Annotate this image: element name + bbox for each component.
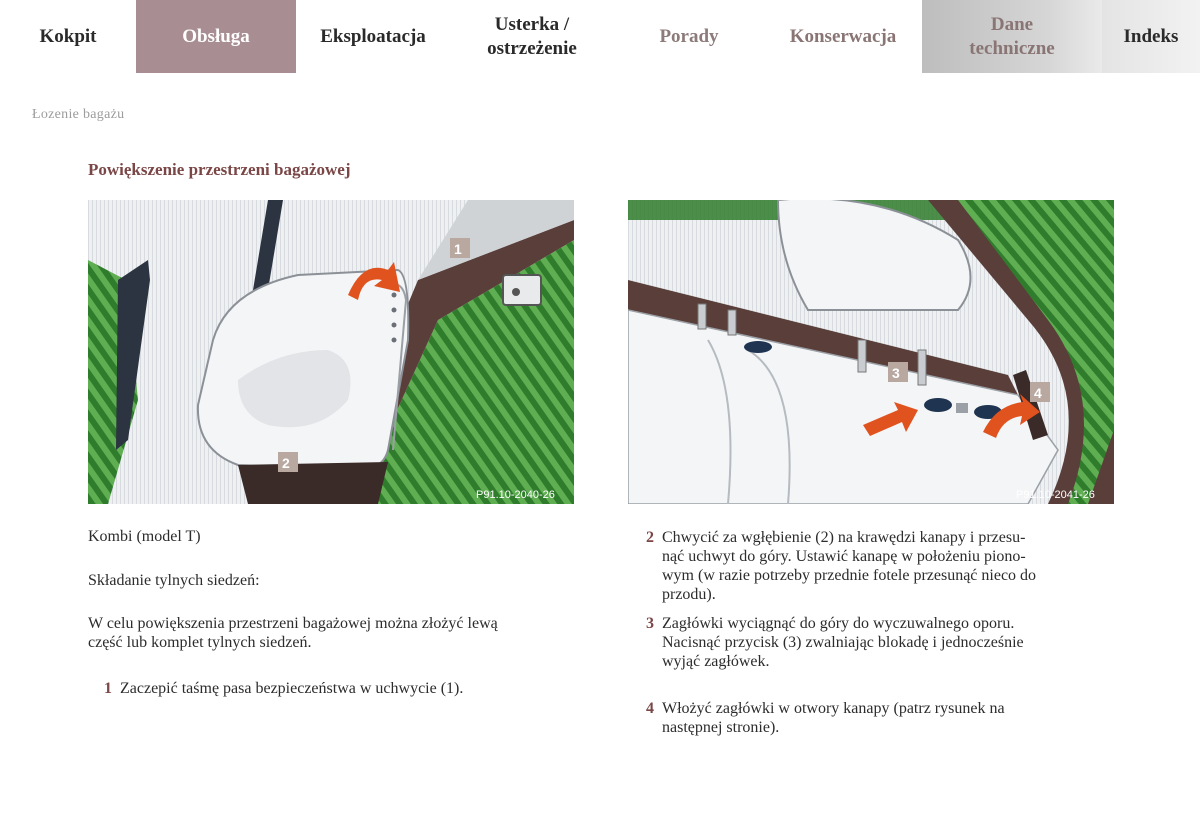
tab-obsluga[interactable] [136,0,296,73]
tab-dane-techniczne[interactable] [922,0,1102,73]
figure-left-seat-illustration [88,200,574,504]
figure-right-headrest-illustration [628,200,1114,504]
intro-paragraph [88,614,588,652]
callout-2-label: 2 [282,455,290,471]
callout-3-label: 3 [892,365,900,381]
step-4 [646,699,1126,737]
tab-porady-label: Porady [659,25,719,47]
step-3-number: 3 [646,615,654,632]
step-1-number: 1 [104,680,112,697]
tab-porady[interactable] [614,0,764,73]
tab-obsluga-label: Obsługa [182,25,250,47]
breadcrumb: Łozenie bagażu [32,107,125,122]
folding-heading: Składanie tylnych siedzeń: [88,572,260,589]
intro-line-1: W celu powiększenia przestrzeni bagażowej można złożyć lewą [88,615,498,632]
step-2-line-2: nąć uchwyt do góry. Ustawić kanapę w położeniu piono- [662,548,1026,565]
tab-usterka-label-line1: Usterka / [494,13,570,35]
step-3-line-1: Zagłówki wyciągnąć do góry do wyczuwalnego oporu. [662,615,1015,632]
figure-right-code: P91.10-2041-26 [1016,489,1095,501]
tab-indeks[interactable] [1102,0,1200,73]
step-4-number: 4 [646,700,654,717]
tab-kokpit[interactable] [0,0,136,73]
step-2-line-1: Chwycić za wgłębienie (2) na krawędzi kanapy i przesu- [662,529,1026,546]
seat-fold-illustration [88,200,574,504]
step-3-line-2: Nacisnąć przycisk (3) zwalniając blokadę i jednocześnie [662,634,1024,651]
figure-left-code: P91.10-2040-26 [476,489,555,501]
callout-4-label: 4 [1034,385,1042,401]
step-1 [104,679,584,698]
tab-konserwacja-label: Konserwacja [789,25,897,47]
tab-kokpit-label: Kokpit [39,25,97,47]
step-4-line-1: Włożyć zagłówki w otwory kanapy (patrz rysunek na [662,700,1005,717]
tab-eksploatacja[interactable] [296,0,450,73]
intro-line-2: część lub komplet tylnych siedzeń. [88,634,312,651]
headrest-removal-illustration [628,200,1114,504]
tab-dane-label-line1: Dane [990,13,1034,35]
step-2 [646,528,1126,604]
step-2-number: 2 [646,529,654,546]
step-2-line-4: przodu). [662,586,716,603]
step-3 [646,614,1126,671]
step-1-text: Zaczepić taśmę pasa bezpieczeństwa w uchwycie (1). [120,680,464,697]
step-4-line-2: następnej stronie). [662,719,780,736]
tab-konserwacja[interactable] [764,0,922,73]
tab-dane-label-line2: techniczne [969,37,1055,59]
step-3-line-3: wyjąć zagłówek. [662,653,770,670]
tab-indeks-label: Indeks [1123,25,1179,47]
tab-usterka-label-line2: ostrzeżenie [487,37,577,59]
callout-1-label: 1 [454,241,462,257]
step-2-line-3: wym (w razie potrzeby przednie fotele przesunąć nieco do [662,567,1037,584]
section-title: Powiększenie przestrzeni bagażowej [88,160,351,179]
tab-eksploatacja-label: Eksploatacja [320,25,426,47]
model-label: Kombi (model T) [88,528,201,545]
top-navigation [0,0,1200,73]
tab-usterka[interactable] [450,0,614,73]
